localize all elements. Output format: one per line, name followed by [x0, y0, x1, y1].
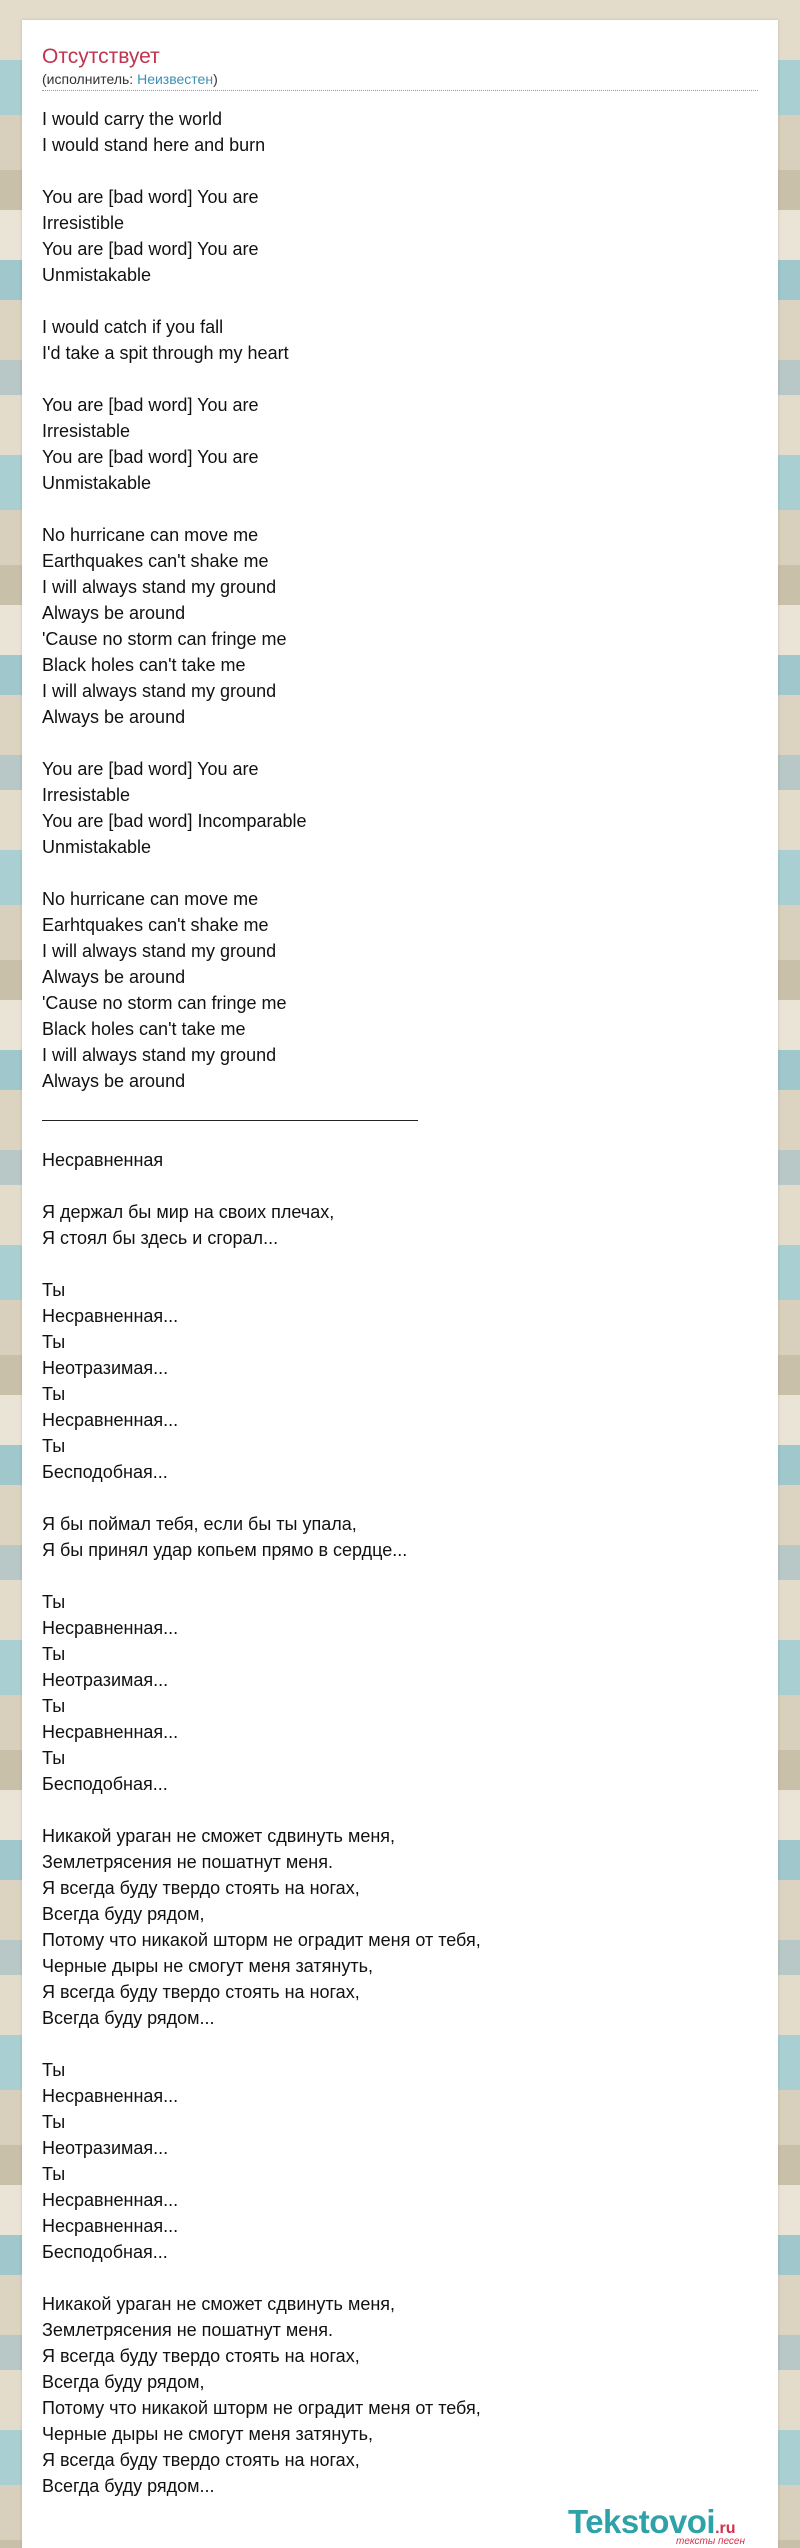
lyric-line: Бесподобная...: [42, 1462, 168, 1482]
lyric-line: Ты: [42, 1384, 66, 1404]
stanza: [42, 2057, 758, 2265]
stanza: [42, 1823, 758, 2031]
stanza: [42, 886, 758, 1094]
lyrics-translation: [42, 1147, 758, 2499]
lyric-line: Всегда буду рядом...: [42, 2476, 215, 2496]
lyric-line: Никакой ураган не сможет сдвинуть меня,: [42, 2294, 396, 2314]
lyric-line: Я держал бы мир на своих плечах,: [42, 1202, 335, 1222]
lyric-line: I would carry the world: [42, 109, 223, 129]
lyric-line: I would stand here and burn: [42, 135, 266, 155]
lyric-line: Землетрясения не пошатнут меня.: [42, 1852, 333, 1872]
lyric-line: Ты: [42, 2112, 66, 2132]
lyric-line: No hurricane can move me: [42, 525, 259, 545]
lyric-line: Неотразимая...: [42, 1670, 169, 1690]
header-divider: [42, 90, 758, 91]
lyric-line: I would catch if you fall: [42, 317, 224, 337]
lyric-line: Я всегда буду твердо стоять на ногах,: [42, 1982, 360, 2002]
lyric-line: You are [bad word] You are: [42, 187, 259, 207]
song-header: [42, 44, 758, 91]
lyric-line: Ты: [42, 1280, 66, 1300]
stanza: [42, 522, 758, 730]
lyric-line: Ты: [42, 1436, 66, 1456]
lyric-line: Black holes can't take me: [42, 655, 246, 675]
logo-tagline: тексты песен: [676, 2536, 745, 2547]
lyric-line: Черные дыры не смогут меня затянуть,: [42, 2424, 373, 2444]
lyric-line: 'Cause no storm can fringe me: [42, 993, 287, 1013]
lyric-line: Unmistakable: [42, 265, 152, 285]
lyrics-original: [42, 106, 758, 1094]
stanza: [42, 756, 758, 860]
lyric-line: Я бы принял удар копьем прямо в сердце...: [42, 1540, 408, 1560]
stanza: [42, 2291, 758, 2499]
logo-wordmark: Tekstovoi: [568, 2503, 716, 2540]
lyric-line: Ты: [42, 1748, 66, 1768]
lyric-line: Black holes can't take me: [42, 1019, 246, 1039]
lyric-line: I will always stand my ground: [42, 941, 277, 961]
stanza: [42, 1589, 758, 1797]
lyric-line: You are [bad word] You are: [42, 239, 259, 259]
stanza: [42, 1511, 758, 1563]
lyric-line: Никакой ураган не сможет сдвинуть меня,: [42, 1826, 396, 1846]
lyric-line: Несравненная...: [42, 1722, 179, 1742]
lyric-line: Always be around: [42, 967, 186, 987]
lyric-line: Черные дыры не смогут меня затянуть,: [42, 1956, 373, 1976]
lyric-line: Irresistable: [42, 421, 131, 441]
lyric-line: Неотразимая...: [42, 2138, 169, 2158]
lyric-line: Unmistakable: [42, 473, 152, 493]
lyric-line: I will always stand my ground: [42, 681, 277, 701]
song-title: Отсутствует: [42, 45, 160, 68]
lyric-line: I will always stand my ground: [42, 1045, 277, 1065]
lyric-line: I will always stand my ground: [42, 577, 277, 597]
lyric-line: No hurricane can move me: [42, 889, 259, 909]
stanza: [42, 1277, 758, 1485]
site-logo[interactable]: [568, 2504, 758, 2548]
lyric-line: Always be around: [42, 1071, 186, 1091]
lyric-line: Ты: [42, 1696, 66, 1716]
lyric-line: Я всегда буду твердо стоять на ногах,: [42, 1878, 360, 1898]
lyrics-page: [22, 20, 778, 2548]
logo-domain: .ru: [715, 2520, 736, 2537]
lyric-line: You are [bad word] Incomparable: [42, 811, 307, 831]
translation-divider: [42, 1120, 418, 1121]
lyric-line: Я стоял бы здесь и сгорал...: [42, 1228, 279, 1248]
lyric-line: Всегда буду рядом,: [42, 1904, 205, 1924]
lyric-line: Я всегда буду твердо стоять на ногах,: [42, 2450, 360, 2470]
lyric-line: Always be around: [42, 707, 186, 727]
lyric-line: Ты: [42, 1332, 66, 1352]
lyric-line: Ты: [42, 1592, 66, 1612]
artist-line: [42, 70, 758, 88]
lyric-line: I'd take a spit through my heart: [42, 343, 289, 363]
lyric-line: Irresistable: [42, 785, 131, 805]
lyric-line: Несравненная...: [42, 2190, 179, 2210]
stanza: [42, 314, 758, 366]
lyric-line: Несравненная...: [42, 1306, 179, 1326]
lyric-line: Бесподобная...: [42, 1774, 168, 1794]
lyric-line: Я всегда буду твердо стоять на ногах,: [42, 2346, 360, 2366]
artist-suffix: ): [213, 71, 218, 87]
stanza: [42, 1199, 758, 1251]
lyric-line: Неотразимая...: [42, 1358, 169, 1378]
lyric-line: Earthquakes can't shake me: [42, 551, 269, 571]
stanza: [42, 184, 758, 288]
lyric-line: 'Cause no storm can fringe me: [42, 629, 287, 649]
stanza: [42, 106, 758, 158]
lyric-line: Несравненная...: [42, 1410, 179, 1430]
lyric-line: Earhtquakes can't shake me: [42, 915, 269, 935]
stanza: [42, 1147, 758, 1173]
lyric-line: You are [bad word] You are: [42, 447, 259, 467]
lyric-line: Потому что никакой шторм не оградит меня от тебя,: [42, 2398, 481, 2418]
artist-link[interactable]: Неизвестен: [137, 71, 214, 87]
artist-prefix: (исполнитель:: [42, 71, 138, 87]
lyrics-body: [42, 106, 758, 2525]
lyric-line: Несравненная...: [42, 2216, 179, 2236]
lyric-line: Землетрясения не пошатнут меня.: [42, 2320, 333, 2340]
lyric-line: Всегда буду рядом...: [42, 2008, 215, 2028]
lyric-line: Ты: [42, 2164, 66, 2184]
lyric-line: Unmistakable: [42, 837, 152, 857]
lyric-line: Несравненная...: [42, 1618, 179, 1638]
lyric-line: Бесподобная...: [42, 2242, 168, 2262]
stanza: [42, 392, 758, 496]
lyric-line: Потому что никакой шторм не оградит меня от тебя,: [42, 1930, 481, 1950]
lyric-line: Несравненная...: [42, 2086, 179, 2106]
lyric-line: Always be around: [42, 603, 186, 623]
lyric-line: Несравненная: [42, 1150, 164, 1170]
lyric-line: Irresistible: [42, 213, 125, 233]
lyric-line: Я бы поймал тебя, если бы ты упала,: [42, 1514, 357, 1534]
lyric-line: Ты: [42, 2060, 66, 2080]
lyric-line: Ты: [42, 1644, 66, 1664]
lyric-line: You are [bad word] You are: [42, 759, 259, 779]
lyric-line: You are [bad word] You are: [42, 395, 259, 415]
lyric-line: Всегда буду рядом,: [42, 2372, 205, 2392]
